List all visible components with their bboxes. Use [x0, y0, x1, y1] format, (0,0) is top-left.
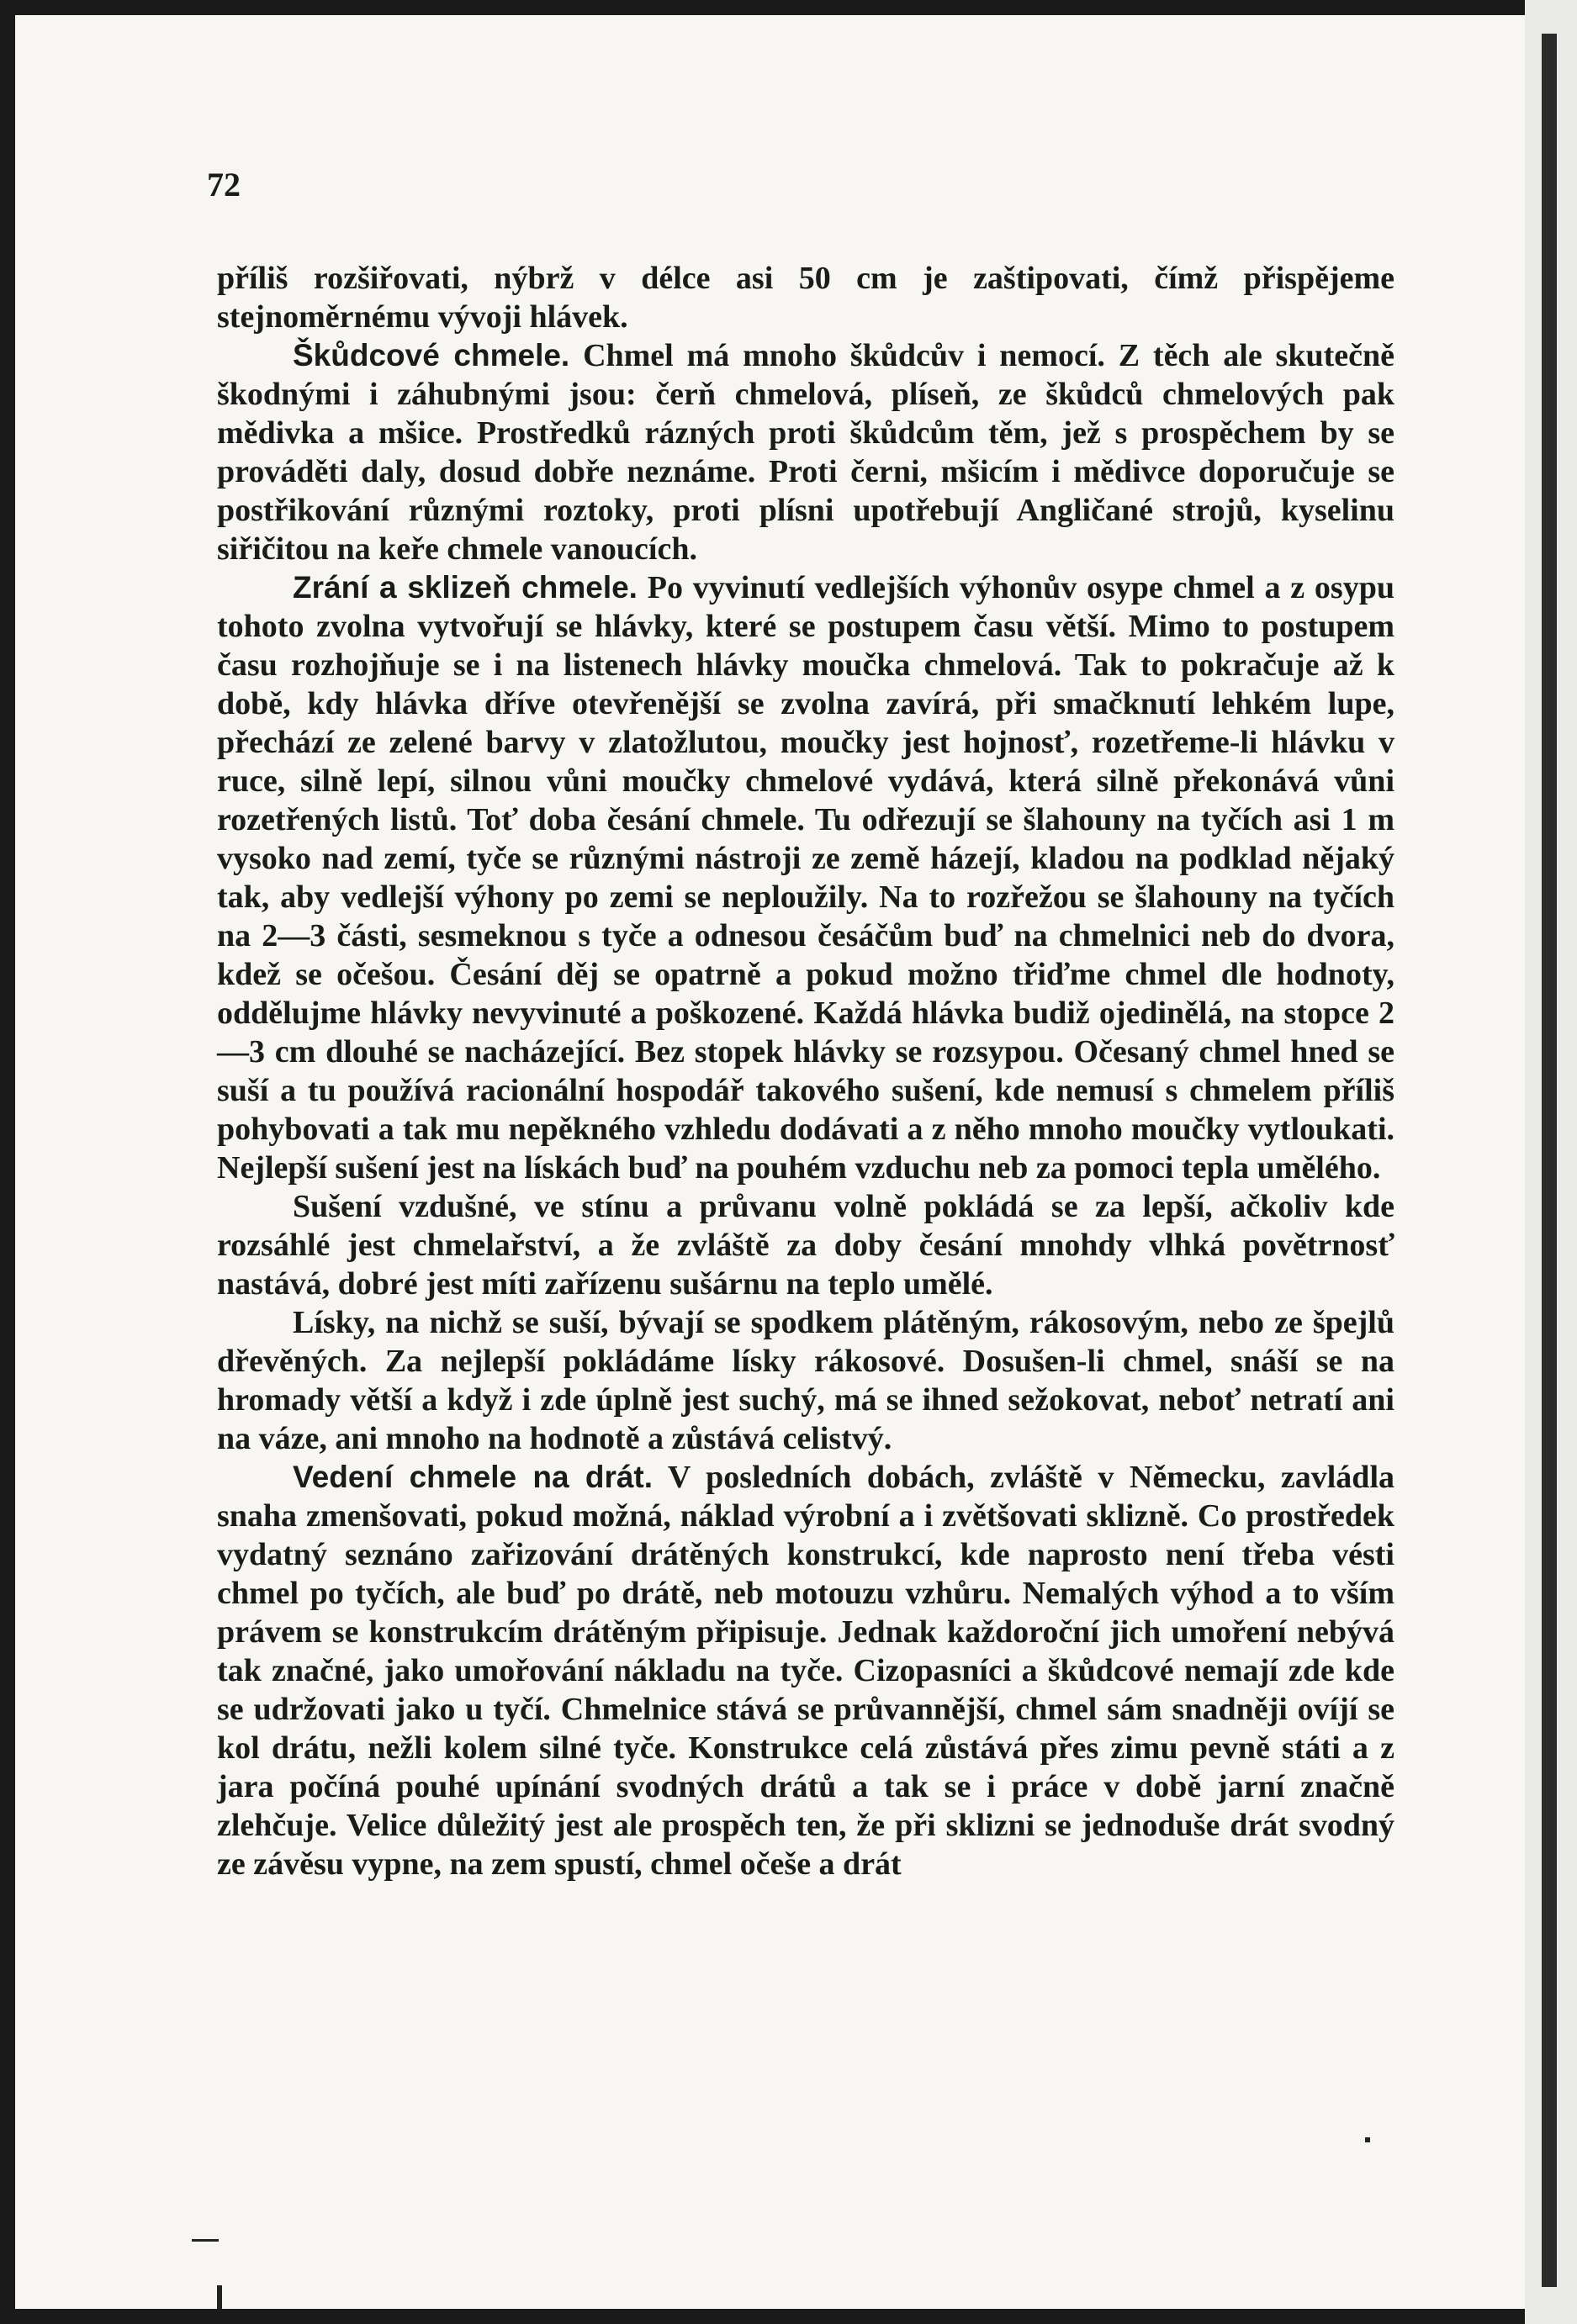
body-text [217, 259, 1394, 1883]
paragraph [217, 568, 1394, 1187]
section-heading: Vedení chmele na drát. [293, 1460, 654, 1494]
page-number: 72 [207, 166, 241, 203]
paragraph-text: Po vyvinutí vedlejších výhonův osype chmel a z osypu tohoto zvolna vytvořují se hlávky, které se postupem času větší. Mimo to postupem času rozhojňuje se i na listenech hlávky moučka chmelová. Tak to pokračuje až k době, kdy hlávka dříve otevřenější se zvolna zavírá, při smačknutí lehkém lupe, přechází ze zelené barvy v zlatožlutou, moučky jest hojnosť, rozetřeme-li hlávku v ruce, silně lepí, silnou vůni moučky chmelové vydává, která silně překonává vůni rozetřených listů. Toť doba česání chmele. Tu odřezují se šlahouny na tyčích asi 1 m vysoko nad zemí, tyče se různými nástroji ze země házejí, kladou na podklad nějaký tak, aby vedlejší výhony po zemi se neploužily. Na to rozřežou se šlahouny na tyčích na 2—3 části, sesmeknou s tyče a odnesou česáčům buď na chmelnici neb do dvora, kdež se očešou. Česání děj se opatrně a pokud možno třiďme chmel dle hodnoty, oddělujme hlávky nevyvinuté a poškozené. Každá hlávka budiž ojedinělá, na stopce 2—3 cm dlouhé se nacházející. Bez stopek hlávky se rozsypou. Očesaný chmel hned se suší a tu používá racionální hospodář takového sušení, kde nemusí s chmelem příliš pohybovati a tak mu nepěkného vzhledu dodávati a z něho mnoho moučky vytloukati. Nejlepší sušení jest na lískách buď na pouhém vzduchu neb za pomoci tepla umělého. [217, 570, 1394, 1186]
scan-artifact [192, 2239, 219, 2242]
scan-artifact [1365, 2137, 1370, 2142]
paragraph [217, 1303, 1394, 1458]
paragraph-text: příliš rozšiřovati, nýbrž v délce asi 50 cm je zaštipovati, čímž přispějeme stejnoměrnému vývoji hlávek. [217, 261, 1394, 335]
scanned-page [15, 15, 1525, 2309]
paragraph [217, 336, 1394, 568]
paragraph-text: Lísky, na nichž se suší, bývají se spodkem plátěným, rákosovým, nebo ze špejlů dřevěných. Za nejlepší pokládáme lísky rákosové. Dosušen-li chmel, snáší se na hromady větší a když i zde úplně jest suchý, má se ihned sežokovat, neboť netratí ani na váze, ani mnoho na hodnotě a zůstává celistvý. [217, 1305, 1394, 1456]
scan-edge [1525, 0, 1577, 2324]
section-heading: Škůdcové chmele. [293, 338, 570, 372]
paragraph [217, 1458, 1394, 1883]
section-heading: Zrání a sklizeň chmele. [293, 570, 638, 605]
paragraph [217, 259, 1394, 336]
paragraph [217, 1187, 1394, 1303]
paragraph-text: Chmel má mnoho škůdcův i nemocí. Z těch ale skutečně škodnými i záhubnými jsou: čerň chmelová, plíseň, ze škůdců chmelových pak mědivka a mšice. Prostředků rázných proti škůdcům těm, jež s prospěchem by se prováděti daly, dosud dobře neznáme. Proti černi, mšicím i mědivce doporučuje se postřikování různými roztoky, proti plísni upotřebují Angličané strojů, kyselinu siřičitou na keře chmele vanoucích. [217, 338, 1394, 567]
paragraph-text: Sušení vzdušné, ve stínu a průvanu volně pokládá se za lepší, ačkoliv kde rozsáhlé jest chmelařství, a že zvláště za doby česání mnohdy vlhká povětrnosť nastává, dobré jest míti zařízenu sušárnu na teplo umělé. [217, 1189, 1394, 1302]
scan-artifact [217, 2285, 222, 2309]
paragraph-text: V posledních dobách, zvláště v Německu, zavládla snaha zmenšovati, pokud možná, náklad výrobní a i zvětšovati sklizně. Co prostředek vydatný seznáno zařizování drátěných konstrukcí, kde naprosto není třeba vésti chmel po tyčích, ale buď po drátě, neb motouzu vzhůru. Nemalých výhod a to vším právem se konstrukcím drátěným připisuje. Jednak každoroční jich umoření nebývá tak značné, jako umořování nákladu na tyče. Cizopasníci a škůdcové nemají zde kde se udržovati jako u tyčí. Chmelnice stává se průvannější, chmel sám snadněji ovíjí se kol drátu, nežli kolem silné tyče. Konstrukce celá zůstává přes zimu pevně státi a z jara počíná pouhé upínání svodných drátů a tak se i práce v době jarní značně zlehčuje. Velice důležitý jest ale prospěch ten, že při sklizni se jednoduše drát svodný ze závěsu vypne, na zem spustí, chmel očeše a drát [217, 1460, 1394, 1882]
